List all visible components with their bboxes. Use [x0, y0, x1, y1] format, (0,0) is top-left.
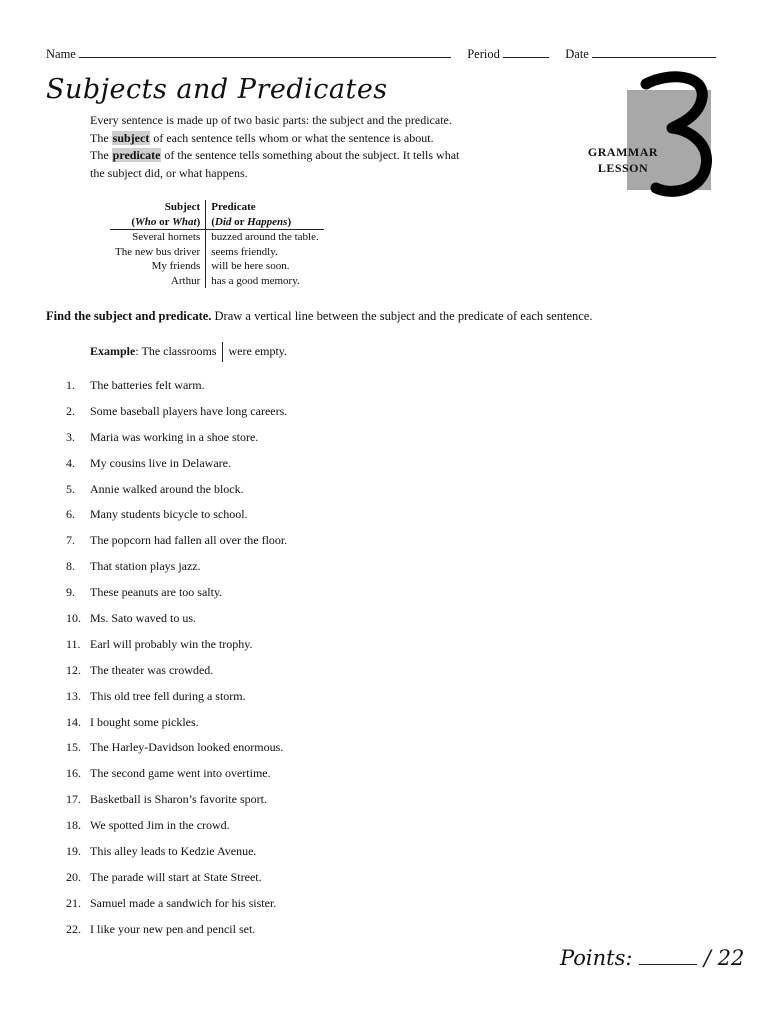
item-sentence: This alley leads to Kedzie Avenue. — [90, 844, 257, 859]
table-predicate-cell: seems friendly. — [211, 245, 278, 258]
table-row — [110, 245, 324, 260]
list-item[interactable] — [66, 896, 287, 922]
example-colon: : — [135, 343, 139, 358]
name-field[interactable] — [79, 46, 451, 58]
points-field[interactable] — [639, 948, 697, 965]
list-item[interactable] — [66, 430, 287, 456]
predicate-header: Predicate — [211, 201, 256, 213]
intro-text: The — [90, 130, 109, 145]
intro-text: The — [90, 148, 109, 162]
name-label: Name — [46, 47, 76, 61]
subject-subheader: (Who or What) — [110, 215, 206, 230]
example-predicate: were empty. — [228, 343, 287, 358]
example-sentence — [90, 342, 287, 362]
item-number: 9. — [66, 585, 75, 600]
list-item[interactable] — [66, 378, 287, 404]
item-sentence: The batteries felt warm. — [90, 378, 205, 392]
item-number: 14. — [66, 714, 81, 729]
item-number: 11. — [66, 636, 81, 651]
list-item[interactable] — [66, 689, 287, 715]
list-item[interactable] — [66, 404, 287, 430]
example-divider-line — [222, 342, 223, 362]
table-row — [110, 274, 324, 289]
table-subject-cell: Several hornets — [110, 230, 206, 245]
lesson-label: LESSON — [597, 161, 649, 175]
list-item[interactable] — [66, 818, 287, 844]
lesson-number-graphic — [628, 70, 718, 200]
item-sentence: The parade will start at State Street. — [90, 869, 262, 884]
list-item[interactable] — [66, 740, 287, 766]
exercise-list — [66, 378, 287, 948]
item-sentence: This old tree fell during a storm. — [90, 688, 246, 703]
item-sentence: Some baseball players have long careers. — [90, 403, 288, 418]
item-sentence: These peanuts are too salty. — [90, 585, 223, 600]
table-row — [110, 230, 324, 245]
item-number: 7. — [66, 533, 75, 548]
item-number: 4. — [66, 455, 75, 470]
grammar-lesson-label — [568, 144, 678, 176]
item-sentence: We spotted Jim in the crowd. — [90, 818, 230, 833]
date-label: Date — [565, 47, 589, 61]
item-number: 5. — [66, 481, 75, 496]
item-sentence: I like your new pen and pencil set. — [90, 921, 256, 936]
table-subject-cell: Arthur — [110, 274, 206, 289]
instructions-heading: Find the subject and predicate. — [46, 309, 212, 323]
item-sentence: The theater was crowded. — [90, 662, 214, 677]
example-subject: The classrooms — [141, 343, 217, 358]
table-predicate-cell: buzzed around the table. — [211, 231, 319, 243]
list-item[interactable] — [66, 637, 287, 663]
item-sentence: The second game went into overtime. — [90, 766, 271, 781]
item-sentence: Ms. Sato waved to us. — [90, 611, 196, 626]
page-title: Subjects and Predicates — [46, 74, 388, 105]
list-item[interactable] — [66, 792, 287, 818]
table-predicate-cell: has a good memory. — [211, 274, 300, 287]
item-number: 13. — [66, 688, 81, 703]
table-row — [110, 259, 324, 274]
item-number: 3. — [66, 429, 75, 444]
item-number: 22. — [66, 921, 81, 936]
intro-text: of each sentence tells whom or what the sentence is about. — [153, 130, 434, 145]
intro-line-2 — [90, 130, 510, 148]
item-sentence: Many students bicycle to school. — [90, 507, 248, 522]
table-predicate-cell: will be here soon. — [211, 260, 290, 272]
list-item[interactable] — [66, 844, 287, 870]
list-item[interactable] — [66, 611, 287, 637]
table-subject-cell: My friends — [110, 259, 206, 274]
item-sentence: The Harley-Davidson looked enormous. — [90, 740, 284, 755]
subject-header: Subject — [110, 200, 206, 215]
instructions-text: Draw a vertical line between the subject and the predicate of each sentence. — [214, 309, 593, 323]
list-item[interactable] — [66, 559, 287, 585]
item-sentence: Annie walked around the block. — [90, 481, 244, 496]
item-number: 10. — [66, 611, 81, 626]
item-number: 16. — [66, 766, 81, 781]
item-sentence: Samuel made a sandwich for his sister. — [90, 895, 277, 910]
list-item[interactable] — [66, 922, 287, 948]
item-sentence: I bought some pickles. — [90, 714, 199, 729]
predicate-subheader: (Did or Happens) — [206, 215, 324, 230]
instructions — [46, 309, 592, 324]
points-label: Points: — [560, 946, 633, 970]
subject-predicate-table — [110, 200, 324, 288]
item-number: 18. — [66, 818, 81, 833]
points-total: / 22 — [703, 946, 745, 970]
item-number: 6. — [66, 507, 75, 522]
intro-line-3 — [90, 147, 510, 165]
item-sentence: Maria was working in a shoe store. — [90, 429, 259, 444]
list-item[interactable] — [66, 663, 287, 689]
item-number: 17. — [66, 792, 81, 807]
item-number: 20. — [66, 869, 81, 884]
item-sentence: Earl will probably win the trophy. — [90, 636, 253, 651]
intro-paragraph — [90, 112, 510, 182]
points-score — [560, 946, 744, 970]
grammar-label: GRAMMAR — [587, 145, 659, 159]
period-label: Period — [467, 47, 500, 61]
item-number: 8. — [66, 559, 75, 574]
list-item[interactable] — [66, 585, 287, 611]
item-sentence: The popcorn had fallen all over the floor. — [90, 533, 288, 548]
intro-line-1: Every sentence is made up of two basic parts: the subject and the predicate. — [90, 113, 452, 127]
table-subject-cell: The new bus driver — [110, 245, 206, 260]
example-label: Example — [90, 343, 136, 358]
item-number: 15. — [66, 740, 81, 755]
item-number: 2. — [66, 403, 75, 418]
list-item[interactable] — [66, 766, 287, 792]
item-number: 19. — [66, 844, 81, 859]
item-number: 1. — [66, 378, 75, 392]
intro-text: of the sentence tells something about the subject. It tells what — [164, 148, 460, 162]
list-item[interactable] — [66, 715, 287, 741]
list-item[interactable] — [66, 482, 287, 508]
intro-line-4: the subject did, or what happens. — [90, 165, 248, 180]
item-sentence: Basketball is Sharon’s favorite sport. — [90, 792, 267, 807]
predicate-term: predicate — [112, 148, 161, 162]
period-field[interactable] — [503, 46, 549, 58]
header-row — [46, 46, 716, 62]
item-sentence: That station plays jazz. — [90, 559, 201, 574]
subject-term: subject — [112, 130, 150, 145]
item-number: 21. — [66, 895, 81, 910]
list-item[interactable] — [66, 533, 287, 559]
list-item[interactable] — [66, 870, 287, 896]
item-sentence: My cousins live in Delaware. — [90, 455, 231, 470]
date-field[interactable] — [592, 46, 716, 58]
item-number: 12. — [66, 662, 81, 677]
list-item[interactable] — [66, 456, 287, 482]
list-item[interactable] — [66, 507, 287, 533]
